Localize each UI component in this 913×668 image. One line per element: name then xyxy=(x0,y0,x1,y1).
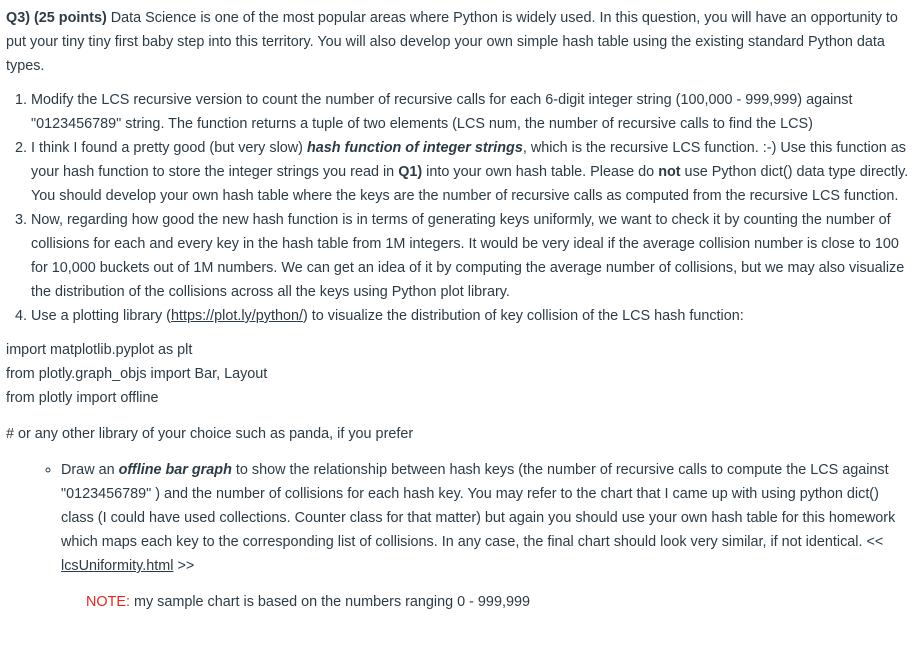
not-emphasis: not xyxy=(658,164,681,180)
task-item-4 xyxy=(31,304,909,328)
bullet-text: Draw an xyxy=(61,462,119,478)
task-item-4-text-end: ) to visualize the distribution of key collision of the LCS hash function: xyxy=(302,308,744,324)
note-text: my sample chart is based on the numbers ranging 0 - 999,999 xyxy=(129,594,530,610)
code-line: from plotly import offline xyxy=(6,390,159,406)
bullet-text-cont: to show the relationship between hash keys (the number of recursive calls to compute the LCS against "0123456789" ) and the number of collisions for each hash key. You may refer to the chart that I came up with using python dict() class (I could have used collections. Counter class for that matter) but again you should use your own hash table for this homework which maps each key to the corresponding list of collisions. In any case, the final chart should look very similar, if not identical. << xyxy=(61,462,896,550)
task-item-2-text: I think I found a pretty good (but very slow) xyxy=(31,140,307,156)
note-label: NOTE: xyxy=(86,594,130,610)
task-item-3 xyxy=(31,208,909,304)
task-item-2-text-cont: , which is the recursive LCS function. :-) Use this function as your hash function to store the integer strings you read in xyxy=(31,140,906,180)
q1-reference: Q1) xyxy=(398,164,423,180)
plotly-link[interactable]: https://plot.ly/python/ xyxy=(170,308,303,324)
question-label: Q3) (25 points) xyxy=(6,10,107,26)
task-item-4-text: Use a plotting library ( xyxy=(31,308,171,324)
bullet-text-end: >> xyxy=(173,558,195,574)
hash-function-emphasis: hash function of integer strings xyxy=(306,140,523,156)
offline-bar-graph-emphasis: offline bar graph xyxy=(118,462,232,478)
task-item-2-text-end: use Python dict() data type directly. You should develop your own hash table where the keys are the number of recursive calls as computed from the recursive LCS function. xyxy=(31,164,909,204)
code-line: from plotly.graph_objs import Bar, Layout xyxy=(6,366,268,382)
task-item-1 xyxy=(31,88,909,136)
bullet-list xyxy=(6,458,909,578)
question-intro-text: Data Science is one of the most popular areas where Python is widely used. In this question, you will have an opportunity to put your tiny tiny first baby step into this territory. You will also develop your own simple hash table using the existing standard Python data types. xyxy=(6,10,898,74)
code-line: import matplotlib.pyplot as plt xyxy=(6,342,193,358)
task-item-2 xyxy=(31,136,909,208)
task-item-1-text: Modify the LCS recursive version to count the number of recursive calls for each 6-digit integer string (100,000 - 999,999) against "0123456789" string. The function returns a tuple of two elements (LCS num, the number of recursive calls to find the LCS) xyxy=(31,92,853,132)
lcs-uniformity-link[interactable]: lcsUniformity.html xyxy=(61,558,174,574)
note-line xyxy=(6,590,909,614)
code-block xyxy=(6,338,909,410)
bullet-item xyxy=(61,458,909,578)
task-item-3-text: Now, regarding how good the new hash function is in terms of generating keys uniformly, we want to check it by counting the number of collisions for each and every key in the hash table from 1M integers. It would be very ideal if the average collision number is close to 100 for 10,000 buckets out of 1M numbers. We can get an idea of it by computing the average number of collisions, but we may also visualize the distribution of the collisions across all the keys using Python plot library. xyxy=(31,212,905,300)
question-intro xyxy=(6,6,909,78)
task-list xyxy=(6,88,909,328)
task-item-2-text-cont2: into your own hash table. Please do xyxy=(422,164,659,180)
library-comment: # or any other library of your choice such as panda, if you prefer xyxy=(6,426,414,442)
